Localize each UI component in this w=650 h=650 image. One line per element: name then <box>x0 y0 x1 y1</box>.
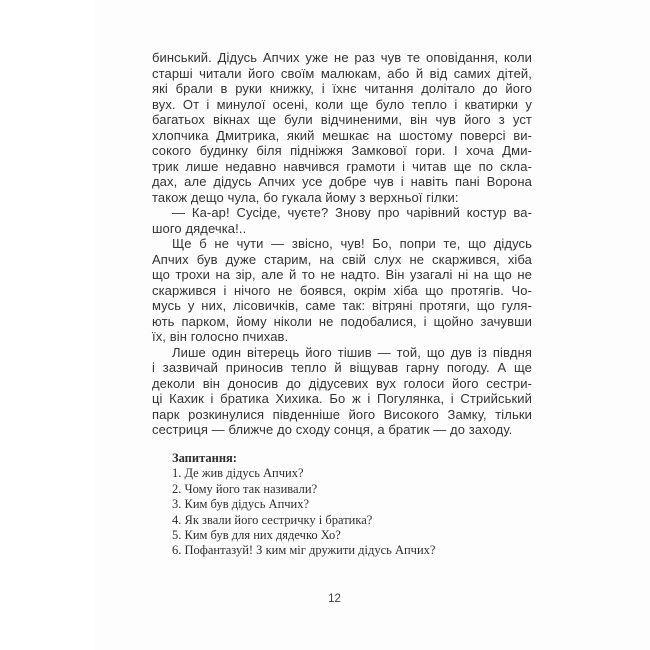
questions-section <box>152 451 532 559</box>
passage-line: вух. От і минулої осені, коли ще було тепло і кватирки у <box>152 96 532 112</box>
passage-line: — Ка-ар! Сусіде, чуєте? Знову про чарівний костур ва- <box>172 205 532 220</box>
passage-line: скаржився і нічого не боявся, окрім хіба що протягів. Чо- <box>152 282 532 298</box>
question-item: 2. Чому його так називали? <box>172 481 318 496</box>
passage-line: ють парком, йому ніколи не подобалися, і щойно зачувши <box>152 313 532 329</box>
questions-header: Запитання: <box>172 451 237 465</box>
passage-line: старші читали його своїм малюкам, або й від самих дітей, <box>152 65 532 81</box>
passage-line: Апчих був дуже старим, на свій слух не скаржився, хіба <box>152 251 532 267</box>
passage-line: хлопчика Дмитрика, який мешкає на шостому поверсі ви- <box>152 127 532 143</box>
passage-line: дах, але дідусь Апчих усе добре чув і навіть пані Ворона <box>152 174 532 189</box>
passage-line: шого дядечка!.. <box>152 220 247 236</box>
passage-line: що трохи на зір, але й то не надто. Він узагалі ні на що не <box>152 267 532 282</box>
passage-line: парк розкинулися південніше його Високого Замку, тільки <box>152 406 532 422</box>
passage-line: сестриця — ближче до сходу сонця, а братик — до заходу. <box>152 422 513 437</box>
page-number: 12 <box>328 593 341 605</box>
passage-line: деколи він доносив до дідусевих вух голоси його сестри- <box>152 375 532 391</box>
passage-line: їх, він голосно пчихав. <box>152 329 289 344</box>
story-passage <box>152 50 532 438</box>
passage-line: які брали в руки книжку, і їхнє читання долітало до його <box>152 81 532 96</box>
passage-line: трик лише недавно навчився грамоти і читав ще по скла- <box>152 158 532 174</box>
passage-line: також дещо чула, бо гукала йому з верхньої гілки: <box>152 189 459 205</box>
passage-line: мусь у них, лісовичків, саме так: вітряні протяги, що гуля- <box>152 298 532 313</box>
passage-line: бинський. Дідусь Апчих уже не раз чув те оповідання, коли <box>152 50 532 65</box>
question-item: 1. Де жив дідусь Апчих? <box>172 466 304 481</box>
passage-line: багатьох вікнах ще були відчиненими, він чув його з уст <box>152 112 532 127</box>
question-item: 5. Ким був для них дядечко Хо? <box>172 528 341 543</box>
passage-line: Лише один вітерець його тішив — той, що дув із півдня <box>172 344 532 360</box>
question-item: 6. Пофантазуй! З ким міг дружити дідусь Апчих? <box>172 543 436 558</box>
passage-line: сокого будинку біля підніжжя Замкової гори. І хоча Дми- <box>152 143 532 158</box>
passage-line: Ще б не чути — звісно, чув! Бо, попри те, що дідусь <box>172 236 532 251</box>
passage-line: і зазвичай приносив тепло й віщував гарну погоду. А ще <box>152 360 532 375</box>
question-item: 3. Ким був дідусь Апчих? <box>172 497 310 512</box>
passage-line: ці Кахик і братика Хихика. Бо ж і Погулянка, і Стрийський <box>152 391 532 406</box>
question-item: 4. Як звали його сестричку і братика? <box>172 512 373 527</box>
